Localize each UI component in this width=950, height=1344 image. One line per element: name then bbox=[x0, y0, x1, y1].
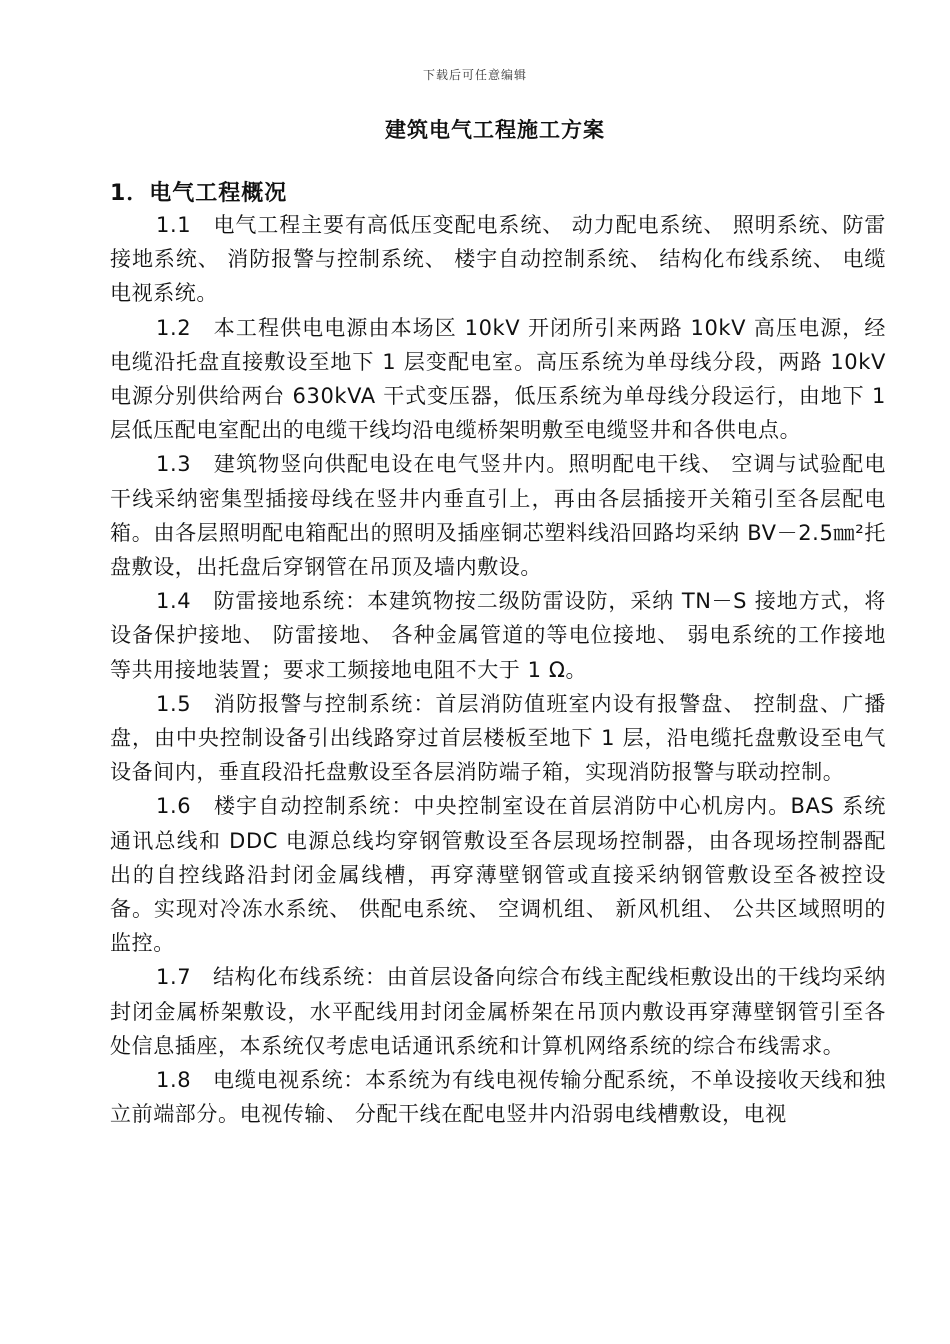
paragraph-1-2: 1.2 本工程供电电源由本场区 10kV 开闭所引来两路 10kV 高压电源，经电缆沿托盘直接敷设至地下 1 层变配电室。高压系统为单母线分段，两路 10kV 电源分别供给两台 630kVA 干式变压器，低压系统为单母线分段运行，由地下 1 层低压配电室配出的电缆干线均沿电缆桥架明敷至电缆竖井和各供电点。 bbox=[110, 315, 886, 443]
paragraph-1-4: 1.4 防雷接地系统：本建筑物按二级防雷设防，采纳 TN－S 接地方式，将设备保护接地、 防雷接地、 各种金属管道的等电位接地、 弱电系统的工作接地等共用接地装置；要求工频接地电阻不大于 1 Ω。 bbox=[110, 589, 886, 682]
paragraph-1-8: 1.8 电缆电视系统：本系统为有线电视传输分配系统，不单设接收天线和独立前端部分。电视传输、 分配干线在配电竖井内沿弱电线槽敷设，电视 bbox=[110, 1068, 886, 1127]
paragraph-1-6: 1.6 楼宇自动控制系统：中央控制室设在首层消防中心机房内。BAS 系统通讯总线和 DDC 电源总线均穿钢管敷设至各层现场控制器，由各现场控制器配出的自控线路沿封闭金属线槽，再穿薄壁钢管或直接采纳钢管敷设至各被控设备。实现对冷冻水系统、 供配电系统、 空调机组、 新风机组、 公共区域照明的监控。 bbox=[110, 794, 886, 956]
paragraph-1-5: 1.5 消防报警与控制系统：首层消防值班室内设有报警盘、 控制盘、广播盘，由中央控制设备引出线路穿过首层楼板至地下 1 层，沿电缆托盘敷设至电气设备间内，垂直段沿托盘敷设至各层消防端子箱，实现消防报警与联动控制。 bbox=[110, 691, 886, 785]
section-heading: 1．电气工程概况 bbox=[110, 181, 288, 206]
paragraph-1-7: 1.7 结构化布线系统：由首层设备向综合布线主配线柜敷设出的干线均采纳封闭金属桥架敷设，水平配线用封闭金属桥架在吊顶内敷设再穿薄壁钢管引至各处信息插座，本系统仅考虑电话通讯系统和计算机网络系统的综合布线需求。 bbox=[110, 965, 886, 1058]
paragraph-1-3: 1.3 建筑物竖向供配电设在电气竖井内。照明配电干线、 空调与试验配电干线采纳密集型插接母线在竖井内垂直引上，再由各层插接开关箱引至各层配电箱。由各层照明配电箱配出的照明及插座铜芯塑料线沿回路均采纳 BV－2.5㎜²托盘敷设，出托盘后穿钢管在吊顶及墙内敷设。 bbox=[110, 452, 886, 580]
header-note: 下载后可任意编辑 bbox=[422, 68, 527, 82]
document-body bbox=[110, 208, 886, 1131]
paragraph-1-1: 1.1 电气工程主要有高低压变配电系统、 动力配电系统、 照明系统、防雷接地系统、 消防报警与控制系统、 楼宇自动控制系统、 结构化布线系统、 电缆电视系统。 bbox=[110, 213, 886, 306]
document-title: 建筑电气工程施工方案 bbox=[385, 118, 605, 142]
